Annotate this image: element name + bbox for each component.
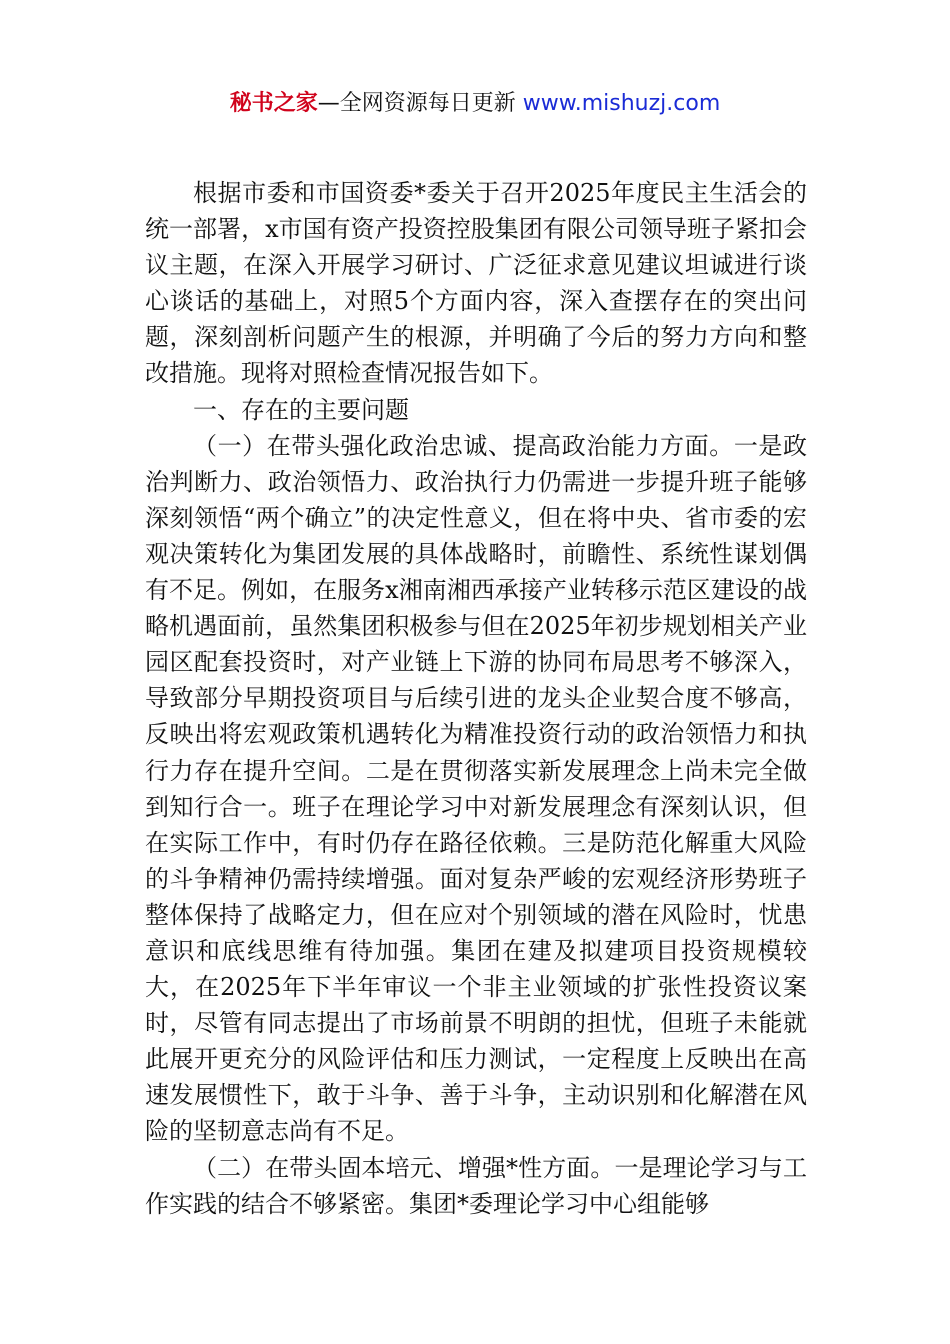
document-body <box>145 175 807 1222</box>
intro-paragraph: 根据市委和市国资委*委关于召开2025年度民主生活会的统一部署，x市国有资产投资控股集团有限公司领导班子紧扣会议主题，在深入开展学习研讨、广泛征求意见建议坦诚进行谈心谈话的基础上，对照5个方面内容，深入查摆存在的突出问题，深刻剖析问题产生的根源，并明确了今后的努力方向和整改措施。现将对照检查情况报告如下。 <box>145 179 807 388</box>
subsection-2-paragraph: （二）在带头固本培元、增强*性方面。一是理论学习与工作实践的结合不够紧密。集团*委理论学习中心组能够 <box>145 1153 807 1218</box>
subsection-1-paragraph: （一）在带头强化政治忠诚、提高政治能力方面。一是政治判断力、政治领悟力、政治执行力仍需进一步提升班子能够深刻领悟“两个确立”的决定性意义，但在将中央、省市委的宏观决策转化为集团发展的具体战略时，前瞻性、系统性谋划偶有不足。例如，在服务x湘南湘西承接产业转移示范区建设的战略机遇面前，虽然集团积极参与但在2025年初步规划相关产业园区配套投资时，对产业链上下游的协同布局思考不够深入，导致部分早期投资项目与后续引进的龙头企业契合度不够高，反映出将宏观政策机遇转化为精准投资行动的政治领悟力和执行力存在提升空间。二是在贯彻落实新发展理念上尚未完全做到知行合一。班子在理论学习中对新发展理念有深刻认识，但在实际工作中，有时仍存在路径依赖。三是防范化解重大风险的斗争精神仍需持续增强。面对复杂严峻的宏观经济形势班子整体保持了战略定力，但在应对个别领域的潜在风险时，忧患意识和底线思维有待加强。集团在建及拟建项目投资规模较大，在2025年下半年审议一个非主业领域的扩张性投资议案时，尽管有同志提出了市场前景不明朗的担忧，但班子未能就此展开更充分的风险评估和压力测试，一定程度上反映出在高速发展惯性下，敢于斗争、善于斗争，主动识别和化解潜在风险的坚韧意志尚有不足。 <box>145 431 807 1146</box>
section-heading: 一、存在的主要问题 <box>193 395 409 424</box>
brand-name: 秘书之家 <box>229 91 318 116</box>
site-url[interactable]: www.mishuzj.com <box>522 91 721 116</box>
site-header <box>0 88 950 120</box>
header-tagline: —全网资源每日更新 <box>317 91 523 116</box>
